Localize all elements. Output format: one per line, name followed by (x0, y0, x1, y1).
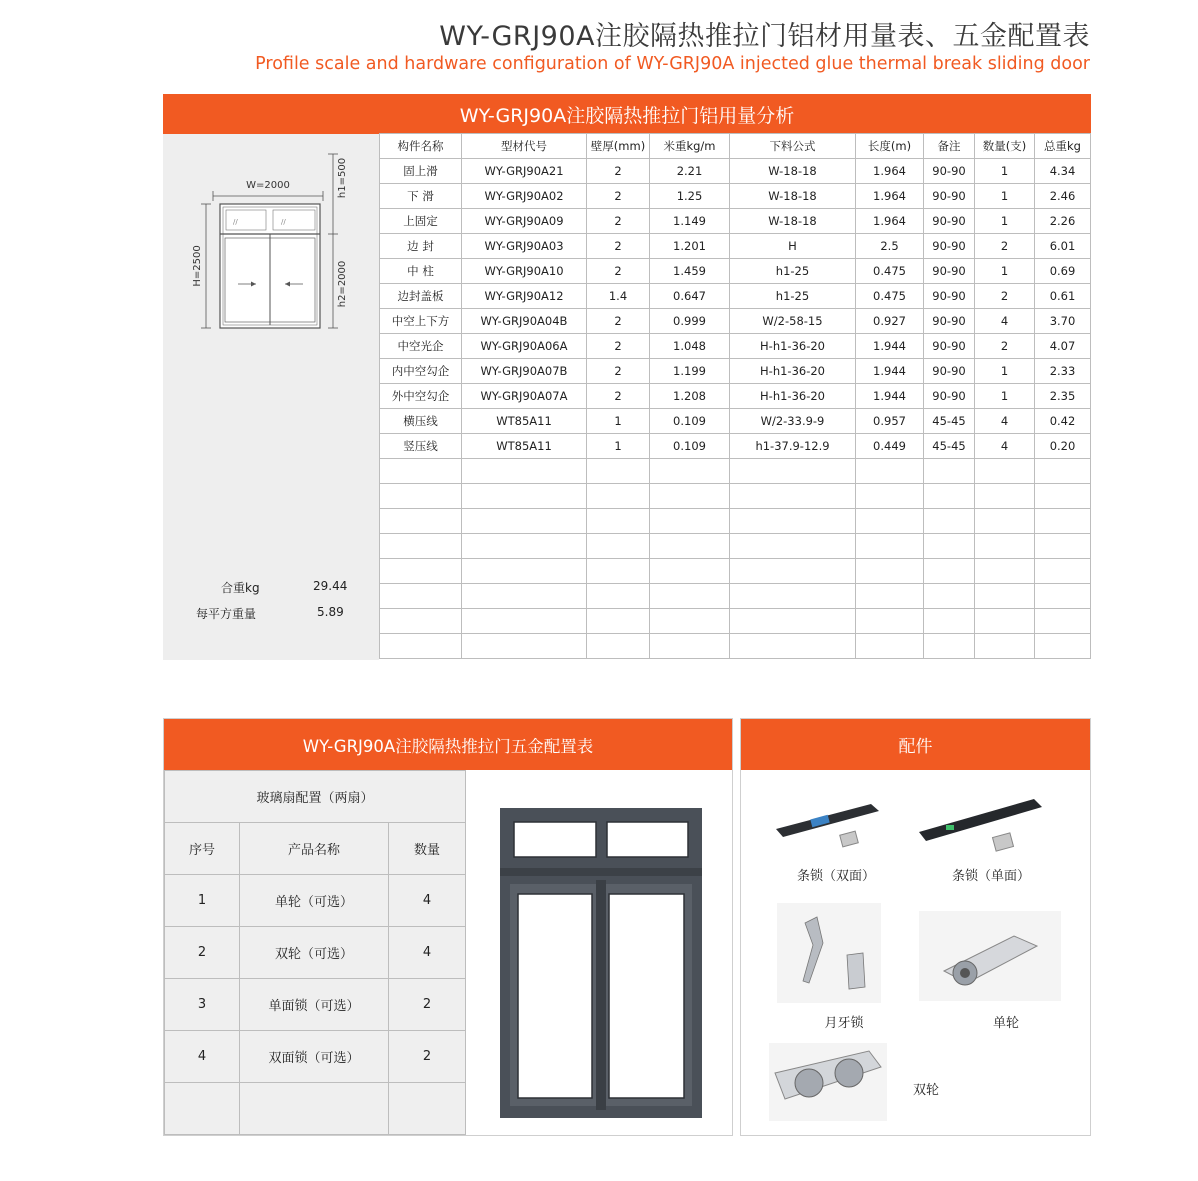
table-row (380, 359, 1091, 384)
cell (650, 609, 730, 634)
cell: 1.208 (650, 384, 730, 409)
total-weight-label: 合重kg (221, 581, 260, 595)
cell: 0.475 (856, 284, 924, 309)
cell (856, 584, 924, 609)
cell: 1 (975, 384, 1035, 409)
cell (587, 609, 650, 634)
cell (587, 459, 650, 484)
cell: 中空光企 (380, 334, 462, 359)
cell: 1.964 (856, 184, 924, 209)
page-title: WY-GRJ90A注胶隔热推拉门铝材用量表、五金配置表 (439, 21, 1090, 52)
cell (650, 534, 730, 559)
cell: W/2-58-15 (730, 309, 856, 334)
cell: 0.109 (650, 409, 730, 434)
cell: 90-90 (924, 159, 975, 184)
cell: WY-GRJ90A10 (462, 259, 587, 284)
cell (856, 459, 924, 484)
cell (975, 534, 1035, 559)
cell: 2 (975, 234, 1035, 259)
table-row-empty (380, 509, 1091, 534)
cell: 90-90 (924, 284, 975, 309)
cell (975, 484, 1035, 509)
door-product-image (466, 770, 732, 1135)
cell: 单轮（可选） (240, 875, 389, 927)
cell: 4 (389, 927, 466, 979)
table-row (380, 159, 1091, 184)
cell: 双轮（可选） (240, 927, 389, 979)
cell (165, 1083, 240, 1135)
cell: 45-45 (924, 434, 975, 459)
cell: 2.46 (1035, 184, 1091, 209)
cell (462, 509, 587, 534)
accessory-label: 月牙锁 (824, 1016, 864, 1031)
hardware-config-table (164, 770, 466, 1135)
cell (856, 559, 924, 584)
cell: 45-45 (924, 409, 975, 434)
cell: 1.048 (650, 334, 730, 359)
cell (462, 584, 587, 609)
cell: WY-GRJ90A07A (462, 384, 587, 409)
cell: 3.70 (1035, 309, 1091, 334)
cell (924, 459, 975, 484)
table-row (165, 1031, 466, 1083)
cell (730, 484, 856, 509)
cell (240, 1083, 389, 1135)
table-row (380, 234, 1091, 259)
cell: 2 (587, 209, 650, 234)
column-header: 壁厚(mm) (587, 134, 650, 159)
table-row (380, 284, 1091, 309)
cell: 2.21 (650, 159, 730, 184)
height-label: H=2500 (192, 245, 203, 287)
page-subtitle: Profile scale and hardware configuration of WY-GRJ90A injected glue thermal break sliding door (255, 54, 1090, 74)
cell: 中空上下方 (380, 309, 462, 334)
double-sided-lock-image (771, 789, 891, 859)
cell (380, 584, 462, 609)
table-row (380, 309, 1091, 334)
cell: 1.199 (650, 359, 730, 384)
cell: 2 (389, 1031, 466, 1083)
cell: WY-GRJ90A21 (462, 159, 587, 184)
cell: 2 (587, 184, 650, 209)
cell: 6.01 (1035, 234, 1091, 259)
crescent-lock-image (777, 903, 881, 1003)
cell: 1.459 (650, 259, 730, 284)
cell: 1 (975, 259, 1035, 284)
cell (650, 509, 730, 534)
cell: 0.61 (1035, 284, 1091, 309)
cell (650, 634, 730, 659)
cell: 1.944 (856, 359, 924, 384)
cell: 4 (975, 309, 1035, 334)
cell (1035, 484, 1091, 509)
cell: 90-90 (924, 384, 975, 409)
cell: 0.927 (856, 309, 924, 334)
profile-usage-table (379, 133, 1091, 659)
cell (380, 509, 462, 534)
table-row (165, 927, 466, 979)
cell (462, 484, 587, 509)
cell: 1.944 (856, 334, 924, 359)
column-header: 数量 (389, 823, 466, 875)
cell (462, 534, 587, 559)
cell (462, 609, 587, 634)
accessories-section (740, 718, 1091, 1136)
cell: 90-90 (924, 334, 975, 359)
cell (730, 459, 856, 484)
cell: WY-GRJ90A12 (462, 284, 587, 309)
total-weight-value: 29.44 (313, 579, 348, 593)
double-wheel-image (769, 1043, 887, 1121)
cell: 2.26 (1035, 209, 1091, 234)
column-header: 型材代号 (462, 134, 587, 159)
cell: 90-90 (924, 184, 975, 209)
table-row (165, 979, 466, 1031)
table-row (380, 409, 1091, 434)
h1-label: h1=500 (337, 157, 348, 199)
table-row-empty (380, 634, 1091, 659)
cell: 4 (975, 434, 1035, 459)
cell: 固上滑 (380, 159, 462, 184)
cell (462, 559, 587, 584)
cell (924, 484, 975, 509)
cell: 0.449 (856, 434, 924, 459)
cell: h1-25 (730, 259, 856, 284)
width-label: W=2000 (246, 180, 290, 191)
cell: 1.25 (650, 184, 730, 209)
cell: 4 (165, 1031, 240, 1083)
cell (975, 609, 1035, 634)
cell: WT85A11 (462, 434, 587, 459)
svg-text://: // (233, 218, 238, 226)
cell: 90-90 (924, 309, 975, 334)
cell: 1.964 (856, 209, 924, 234)
cell (650, 459, 730, 484)
cell: 0.647 (650, 284, 730, 309)
table-row (380, 434, 1091, 459)
door-dimension-diagram (163, 134, 379, 374)
cell: 外中空勾企 (380, 384, 462, 409)
cell: 1.4 (587, 284, 650, 309)
cell: WY-GRJ90A06A (462, 334, 587, 359)
cell: 下 滑 (380, 184, 462, 209)
cell (462, 459, 587, 484)
table-row-empty (380, 559, 1091, 584)
cell: 1.201 (650, 234, 730, 259)
cell: 1 (975, 184, 1035, 209)
accessory-label: 双轮 (912, 1083, 939, 1098)
cell: H (730, 234, 856, 259)
cell (730, 559, 856, 584)
cell: WT85A11 (462, 409, 587, 434)
table-row-empty (165, 1083, 466, 1135)
cell: 0.69 (1035, 259, 1091, 284)
column-header: 序号 (165, 823, 240, 875)
cell: 2 (587, 309, 650, 334)
cell (380, 459, 462, 484)
cell: 2.33 (1035, 359, 1091, 384)
cell (380, 559, 462, 584)
cell (730, 509, 856, 534)
column-header: 总重kg (1035, 134, 1091, 159)
cell (924, 509, 975, 534)
table-row-empty (380, 534, 1091, 559)
cell (856, 534, 924, 559)
cell (650, 484, 730, 509)
cell (924, 609, 975, 634)
single-wheel-image (919, 911, 1061, 1001)
cell (650, 584, 730, 609)
cell: 0.42 (1035, 409, 1091, 434)
table-row (380, 334, 1091, 359)
cell (1035, 459, 1091, 484)
h2-label: h2=2000 (337, 260, 348, 308)
cell (730, 609, 856, 634)
cell (650, 559, 730, 584)
table-row (380, 259, 1091, 284)
cell: 竖压线 (380, 434, 462, 459)
cell: h1-37.9-12.9 (730, 434, 856, 459)
cell: 3 (165, 979, 240, 1031)
cell: 90-90 (924, 359, 975, 384)
cell (975, 559, 1035, 584)
cell (1035, 584, 1091, 609)
cell (587, 559, 650, 584)
column-header: 长度(m) (856, 134, 924, 159)
cell: 上固定 (380, 209, 462, 234)
per-sqm-weight-label: 每平方重量 (196, 607, 257, 621)
table-header-row (165, 823, 466, 875)
cell: 1 (975, 209, 1035, 234)
cell (1035, 634, 1091, 659)
cell (380, 634, 462, 659)
table-row (165, 875, 466, 927)
cell: 90-90 (924, 259, 975, 284)
cell: 边 封 (380, 234, 462, 259)
cell: 1.944 (856, 384, 924, 409)
accessory-label: 单轮 (992, 1016, 1019, 1031)
cell (856, 609, 924, 634)
column-header: 数量(支) (975, 134, 1035, 159)
cell (730, 634, 856, 659)
cell (587, 534, 650, 559)
cell: 0.20 (1035, 434, 1091, 459)
cell: 1 (587, 434, 650, 459)
cell: 2 (389, 979, 466, 1031)
cell (730, 584, 856, 609)
cell: 4 (389, 875, 466, 927)
cell: 2.5 (856, 234, 924, 259)
cell: h1-25 (730, 284, 856, 309)
svg-text://: // (281, 218, 286, 226)
table-row (380, 209, 1091, 234)
accessory-label: 条锁（单面） (951, 869, 1030, 884)
cell: 2 (587, 384, 650, 409)
cell (924, 534, 975, 559)
hardware-section-title: WY-GRJ90A注胶隔热推拉门五金配置表 (164, 719, 732, 770)
table-row-empty (380, 584, 1091, 609)
cell: 2 (587, 259, 650, 284)
cell: 90-90 (924, 234, 975, 259)
cell: WY-GRJ90A09 (462, 209, 587, 234)
cell: 0.999 (650, 309, 730, 334)
cell: 2 (165, 927, 240, 979)
cell: WY-GRJ90A02 (462, 184, 587, 209)
cell: 1 (587, 409, 650, 434)
table-row-empty (380, 484, 1091, 509)
cell (380, 484, 462, 509)
cell: WY-GRJ90A04B (462, 309, 587, 334)
per-sqm-weight-value: 5.89 (317, 605, 344, 619)
table-row-empty (380, 459, 1091, 484)
cell: WY-GRJ90A03 (462, 234, 587, 259)
cell (730, 534, 856, 559)
cell: H-h1-36-20 (730, 334, 856, 359)
cell (1035, 509, 1091, 534)
cell (587, 584, 650, 609)
cell: W-18-18 (730, 159, 856, 184)
cell (462, 634, 587, 659)
column-header: 构件名称 (380, 134, 462, 159)
cell: 2 (587, 159, 650, 184)
cell: 2 (587, 334, 650, 359)
cell: 中 柱 (380, 259, 462, 284)
cell (975, 509, 1035, 534)
cell (587, 634, 650, 659)
cell (1035, 559, 1091, 584)
cell (389, 1083, 466, 1135)
cell (924, 584, 975, 609)
table-row (380, 184, 1091, 209)
cell: 90-90 (924, 209, 975, 234)
single-sided-lock-image (916, 787, 1046, 862)
cell: 4.34 (1035, 159, 1091, 184)
cell (856, 509, 924, 534)
cell (856, 634, 924, 659)
cell: 2 (587, 234, 650, 259)
cell (380, 609, 462, 634)
cell: W-18-18 (730, 184, 856, 209)
cell (856, 484, 924, 509)
cell (975, 584, 1035, 609)
cell: 2 (587, 359, 650, 384)
config-title-row (165, 771, 466, 823)
accessories-title: 配件 (741, 719, 1090, 770)
column-header: 产品名称 (240, 823, 389, 875)
column-header: 备注 (924, 134, 975, 159)
column-header: 下料公式 (730, 134, 856, 159)
cell: 1.964 (856, 159, 924, 184)
cell: 边封盖板 (380, 284, 462, 309)
cell: 双面锁（可选） (240, 1031, 389, 1083)
cell: 0.957 (856, 409, 924, 434)
usage-section-title: WY-GRJ90A注胶隔热推拉门铝用量分析 (163, 94, 1091, 134)
cell: 内中空勾企 (380, 359, 462, 384)
cell: 0.475 (856, 259, 924, 284)
cell: 1 (975, 359, 1035, 384)
accessory-label: 条锁（双面） (796, 869, 875, 884)
cell (975, 459, 1035, 484)
cell (924, 559, 975, 584)
table-row-empty (380, 609, 1091, 634)
cell (587, 509, 650, 534)
cell: 1 (165, 875, 240, 927)
cell (1035, 534, 1091, 559)
column-header: 米重kg/m (650, 134, 730, 159)
cell: 2.35 (1035, 384, 1091, 409)
cell: 2 (975, 334, 1035, 359)
table-row (380, 384, 1091, 409)
cell: 单面锁（可选） (240, 979, 389, 1031)
cell (1035, 609, 1091, 634)
cell: 0.109 (650, 434, 730, 459)
config-title: 玻璃扇配置（两扇） (165, 771, 466, 823)
cell (587, 484, 650, 509)
cell (380, 534, 462, 559)
cell: 横压线 (380, 409, 462, 434)
cell: 2 (975, 284, 1035, 309)
cell: WY-GRJ90A07B (462, 359, 587, 384)
cell: 4.07 (1035, 334, 1091, 359)
cell: W-18-18 (730, 209, 856, 234)
cell: W/2-33.9-9 (730, 409, 856, 434)
cell: 1.149 (650, 209, 730, 234)
hardware-section (163, 718, 733, 1136)
cell (924, 634, 975, 659)
cell: 1 (975, 159, 1035, 184)
cell: 4 (975, 409, 1035, 434)
table-header-row (380, 134, 1091, 159)
cell: H-h1-36-20 (730, 384, 856, 409)
cell: H-h1-36-20 (730, 359, 856, 384)
cell (975, 634, 1035, 659)
